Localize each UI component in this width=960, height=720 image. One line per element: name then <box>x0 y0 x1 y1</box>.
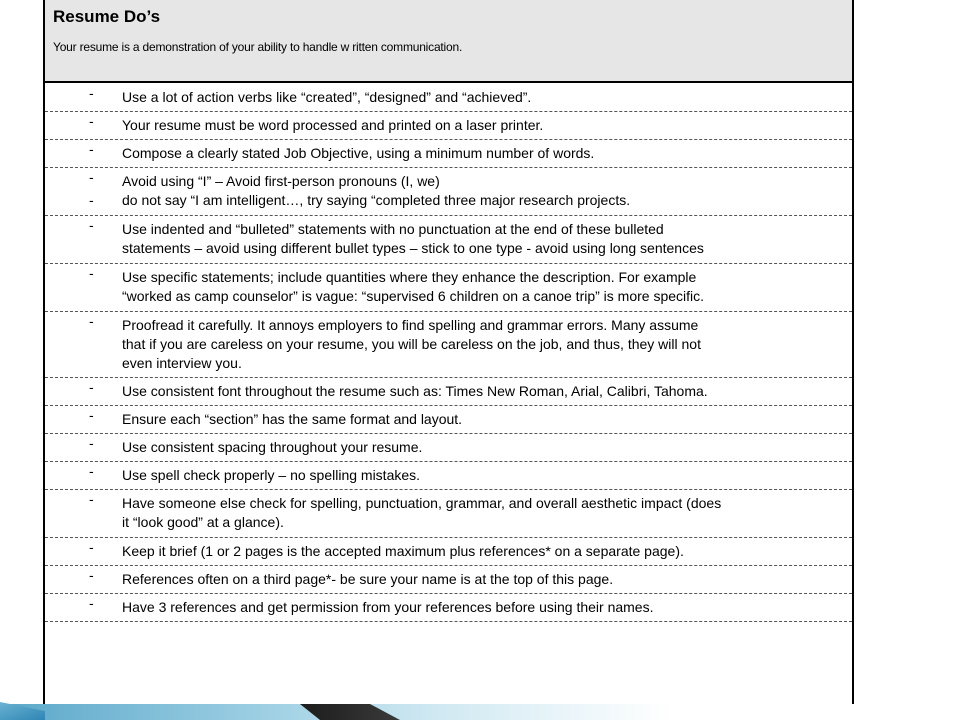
header-section <box>45 0 852 83</box>
tip-line <box>45 140 852 163</box>
tip-line <box>45 462 852 485</box>
tip-line <box>45 191 852 210</box>
tip-line <box>45 168 852 191</box>
tip-text: Proofread it carefully. It annoys employers to find spelling and grammar errors. Many assume <box>122 317 699 333</box>
tip-text: Keep it brief (1 or 2 pages is the accepted maximum plus references* on a separate page). <box>122 543 684 559</box>
tip-row <box>45 216 852 264</box>
tip-row <box>45 462 852 490</box>
tip-row <box>45 168 852 216</box>
tip-text: Your resume must be word processed and printed on a laser printer. <box>122 117 544 133</box>
tip-row <box>45 566 852 594</box>
tip-line <box>45 406 852 429</box>
tip-row <box>45 312 852 378</box>
tip-text: Have someone else check for spelling, punctuation, grammar, and overall aesthetic impact (does <box>122 495 722 511</box>
page-subtitle: Your resume is a demonstration of your ability to handle w ritten communication. <box>53 40 463 54</box>
tip-row <box>45 406 852 434</box>
tip-line <box>45 312 852 335</box>
bullet-dash: - <box>89 435 94 451</box>
tip-line <box>45 538 852 561</box>
tip-row <box>45 378 852 406</box>
document-page <box>43 0 854 704</box>
tip-text: it “look good” at a glance). <box>122 514 284 530</box>
bullet-dash: - <box>89 379 94 395</box>
tip-line <box>45 335 852 354</box>
tip-text: Use a lot of action verbs like “created”, “designed” and “achieved”. <box>122 89 532 105</box>
tip-line <box>45 594 852 617</box>
bullet-dash: - <box>89 407 94 423</box>
tip-line <box>45 264 852 287</box>
footer-decoration-bar <box>0 704 960 720</box>
tip-text: that if you are careless on your resume, you will be careless on the job, and thus, they will not <box>122 336 701 352</box>
bullet-dash: - <box>89 313 94 329</box>
tip-text: Ensure each “section” has the same format and layout. <box>122 411 463 427</box>
tip-line <box>45 566 852 589</box>
tip-line <box>45 112 852 135</box>
tip-text: Use spell check properly – no spelling mistakes. <box>122 467 421 483</box>
tip-row <box>45 140 852 168</box>
tip-line <box>45 434 852 457</box>
tip-row <box>45 538 852 566</box>
tip-text: Use specific statements; include quantities where they enhance the description. For example <box>122 269 697 285</box>
tip-text: statements – avoid using different bullet types – stick to one type - avoid using long sentences <box>122 240 704 256</box>
tip-line <box>45 490 852 513</box>
bullet-dash: - <box>89 217 94 233</box>
tip-text: Use consistent spacing throughout your resume. <box>122 439 423 455</box>
tip-text: Use indented and “bulleted” statements with no punctuation at the end of these bulleted <box>122 221 664 237</box>
tip-line <box>45 239 852 258</box>
tip-row <box>45 112 852 140</box>
tip-row <box>45 594 852 622</box>
bullet-dash: - <box>89 85 94 101</box>
tip-text: do not say “I am intelligent…, try saying “completed three major research projects. <box>122 192 631 208</box>
tip-text: Use consistent font throughout the resume such as: Times New Roman, Arial, Calibri, Tahoma. <box>122 383 708 399</box>
bullet-dash: - <box>89 491 94 507</box>
bullet-dash: - <box>89 113 94 129</box>
tip-line <box>45 513 852 532</box>
tip-line <box>45 354 852 373</box>
bullet-dash: - <box>89 169 94 185</box>
tip-row <box>45 264 852 312</box>
tip-line <box>45 216 852 239</box>
tip-text: Have 3 references and get permission from your references before using their names. <box>122 599 654 615</box>
tips-list <box>45 84 852 622</box>
tip-text: even interview you. <box>122 355 242 371</box>
tip-row <box>45 434 852 462</box>
tip-line <box>45 84 852 107</box>
tip-text: “worked as camp counselor” is vague: “supervised 6 children on a canoe trip” is more specific. <box>122 288 705 304</box>
tip-text: References often on a third page*- be sure your name is at the top of this page. <box>122 571 614 587</box>
bullet-dash: - <box>89 595 94 611</box>
bullet-dash: - <box>89 265 94 281</box>
bullet-dash: - <box>89 141 94 157</box>
tip-row <box>45 490 852 538</box>
tip-text: Avoid using “I” – Avoid first-person pronouns (I, we) <box>122 173 440 189</box>
tip-line <box>45 287 852 306</box>
page-title: Resume Do’s <box>53 7 161 26</box>
bullet-dash: - <box>89 539 94 555</box>
tip-row <box>45 84 852 112</box>
tip-line <box>45 378 852 401</box>
bullet-dash: - <box>89 192 94 208</box>
bullet-dash: - <box>89 567 94 583</box>
tip-text: Compose a clearly stated Job Objective, using a minimum number of words. <box>122 145 595 161</box>
bullet-dash: - <box>89 463 94 479</box>
